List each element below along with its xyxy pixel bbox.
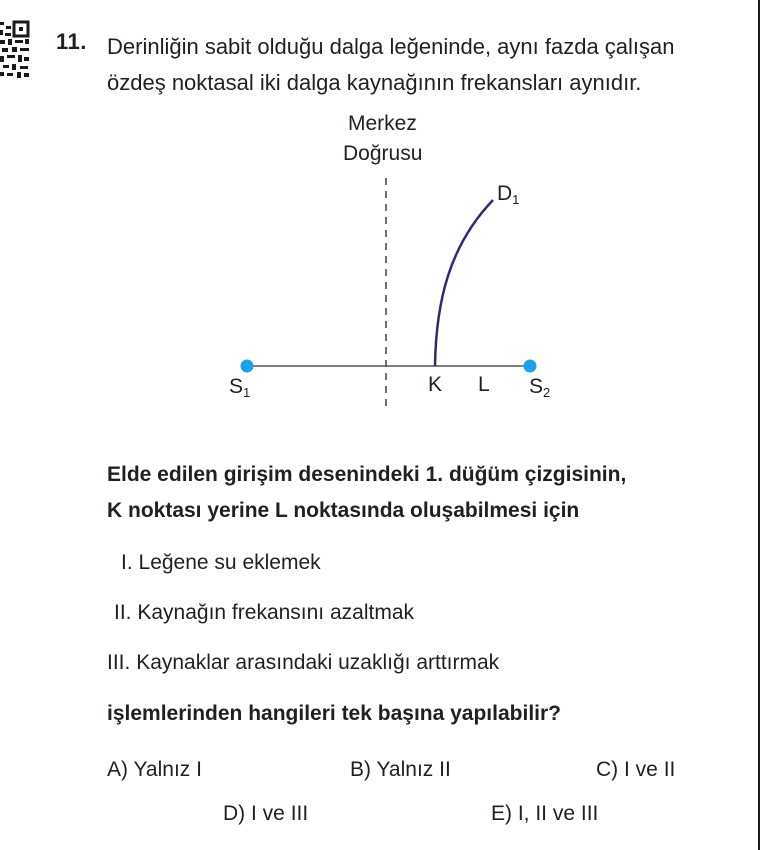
question-prompt	[107, 457, 747, 529]
stem-line-1: Derinliğin sabit olduğu dalga leğeninde, aynı fazda çalışan	[107, 34, 675, 59]
choice-a-letter: A)	[107, 758, 128, 781]
choice-b[interactable]	[350, 758, 451, 782]
statement-i-numeral: I.	[121, 551, 133, 574]
point-l-label: L	[478, 373, 490, 396]
center-line-label-2: Doğrusu	[343, 142, 423, 165]
choice-e[interactable]	[491, 802, 598, 826]
source-s1-dot	[241, 360, 254, 373]
choice-d-letter: D)	[223, 802, 246, 825]
choice-e-letter: E)	[491, 802, 512, 825]
statement-i	[121, 551, 321, 575]
source-s2-sub: 2	[543, 385, 551, 400]
choice-c-text: I ve II	[624, 758, 676, 781]
source-s1-main: S	[229, 375, 244, 398]
choice-b-text: Yalnız II	[376, 758, 451, 781]
stem-line-2: özdeş noktasal iki dalga kaynağının frekansları aynıdır.	[107, 70, 642, 95]
choice-b-letter: B)	[350, 758, 371, 781]
point-k-label: K	[428, 373, 443, 396]
prompt-line-2: K noktası yerine L noktasında oluşabilmesi için	[107, 499, 580, 522]
source-s2-main: S	[529, 375, 544, 398]
statement-iii-text: Kaynaklar arasındaki uzaklığı arttırmak	[136, 651, 500, 674]
choice-c-letter: C)	[596, 758, 619, 781]
curve-label-main: D	[497, 182, 513, 205]
prompt-line-1: Elde edilen girişim desenindeki 1. düğüm çizgisinin,	[107, 463, 627, 486]
choice-e-text: I, II ve III	[517, 802, 599, 825]
curve-label-d1	[497, 182, 519, 207]
choice-a[interactable]	[107, 758, 202, 782]
choice-d-text: I ve III	[251, 802, 309, 825]
center-line-label-1: Merkez	[348, 112, 417, 135]
question-closing: işlemlerinden hangileri tek başına yapılabilir?	[107, 702, 561, 725]
nodal-line-d1	[435, 200, 493, 366]
choice-a-text: Yalnız I	[133, 758, 202, 781]
source-s2-dot	[524, 360, 537, 373]
statement-i-text: Leğene su eklemek	[138, 551, 321, 574]
statement-iii	[107, 651, 499, 675]
statement-ii-text: Kaynağın frekansını azaltmak	[137, 601, 415, 624]
statement-ii	[114, 601, 414, 625]
statement-ii-numeral: II.	[114, 601, 132, 624]
statement-iii-numeral: III.	[107, 651, 131, 674]
choice-d[interactable]	[223, 802, 308, 826]
source-s1-sub: 1	[243, 385, 251, 400]
curve-label-sub: 1	[512, 192, 520, 207]
source-s1-label	[229, 375, 250, 400]
question-number: 11.	[56, 29, 87, 54]
source-s2-label	[529, 375, 550, 400]
choice-c[interactable]	[596, 758, 675, 782]
